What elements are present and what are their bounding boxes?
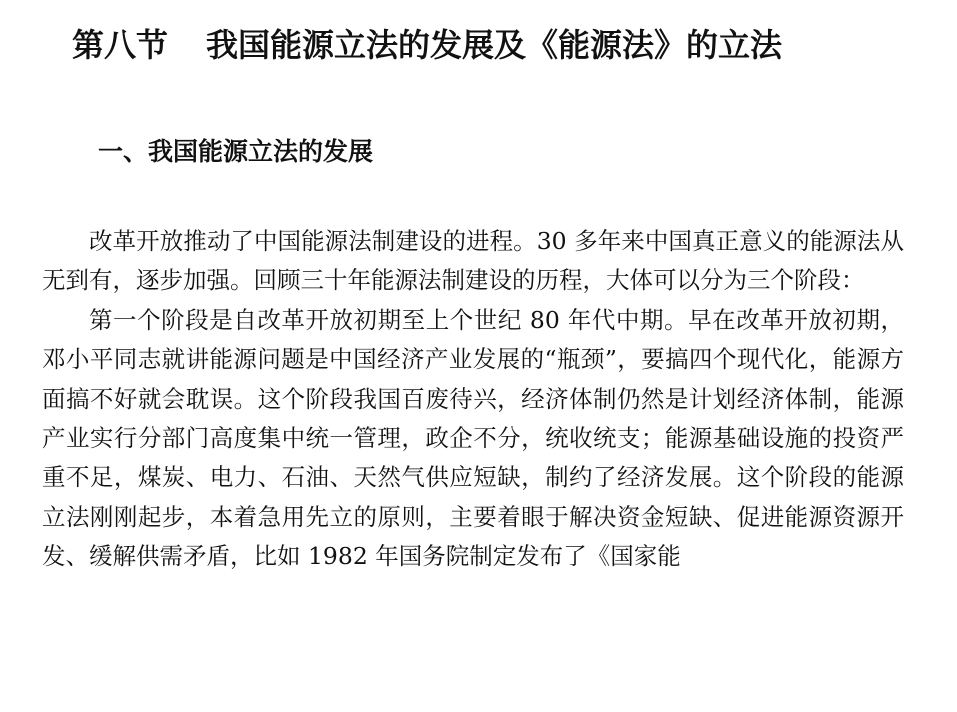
subsection-heading: 一、我国能源立法的发展 (98, 137, 374, 166)
page-crop-edge (0, 702, 957, 712)
paragraph-stage-one: 第一个阶段是自改革开放初期至上个世纪 80 年代中期。早在改革开放初期，邓小平同志就讲能源问题是中国经济产业发展的“瓶颈”，要搞四个现代化，能源方面搞不好就会耽误。这个阶段我国百废待兴，经济体制仍然是计划经济体制，能源产业实行分部门高度集中统一管理，政企不分，统收统支；能源基础设施的投资严重不足，煤炭、电力、石油、天然气供应短缺，制约了经济发展。这个阶段的能源立法刚刚起步，本着急用先立的原则，主要着眼于解决资金短缺、促进能源资源开发、缓解供需矛盾，比如 1982 年国务院制定发布了《国家能 (42, 305, 904, 571)
section-title-text: 我国能源立法的发展及《能源法》的立法 (206, 26, 783, 64)
section-heading (72, 20, 892, 70)
paragraph-intro: 改革开放推动了中国能源法制建设的进程。30 多年来中国真正意义的能源法从无到有，逐步加强。回顾三十年能源法制建设的历程，大体可以分为三个阶段： (42, 227, 904, 295)
body-text (42, 222, 904, 577)
section-number: 第八节 (72, 26, 169, 64)
